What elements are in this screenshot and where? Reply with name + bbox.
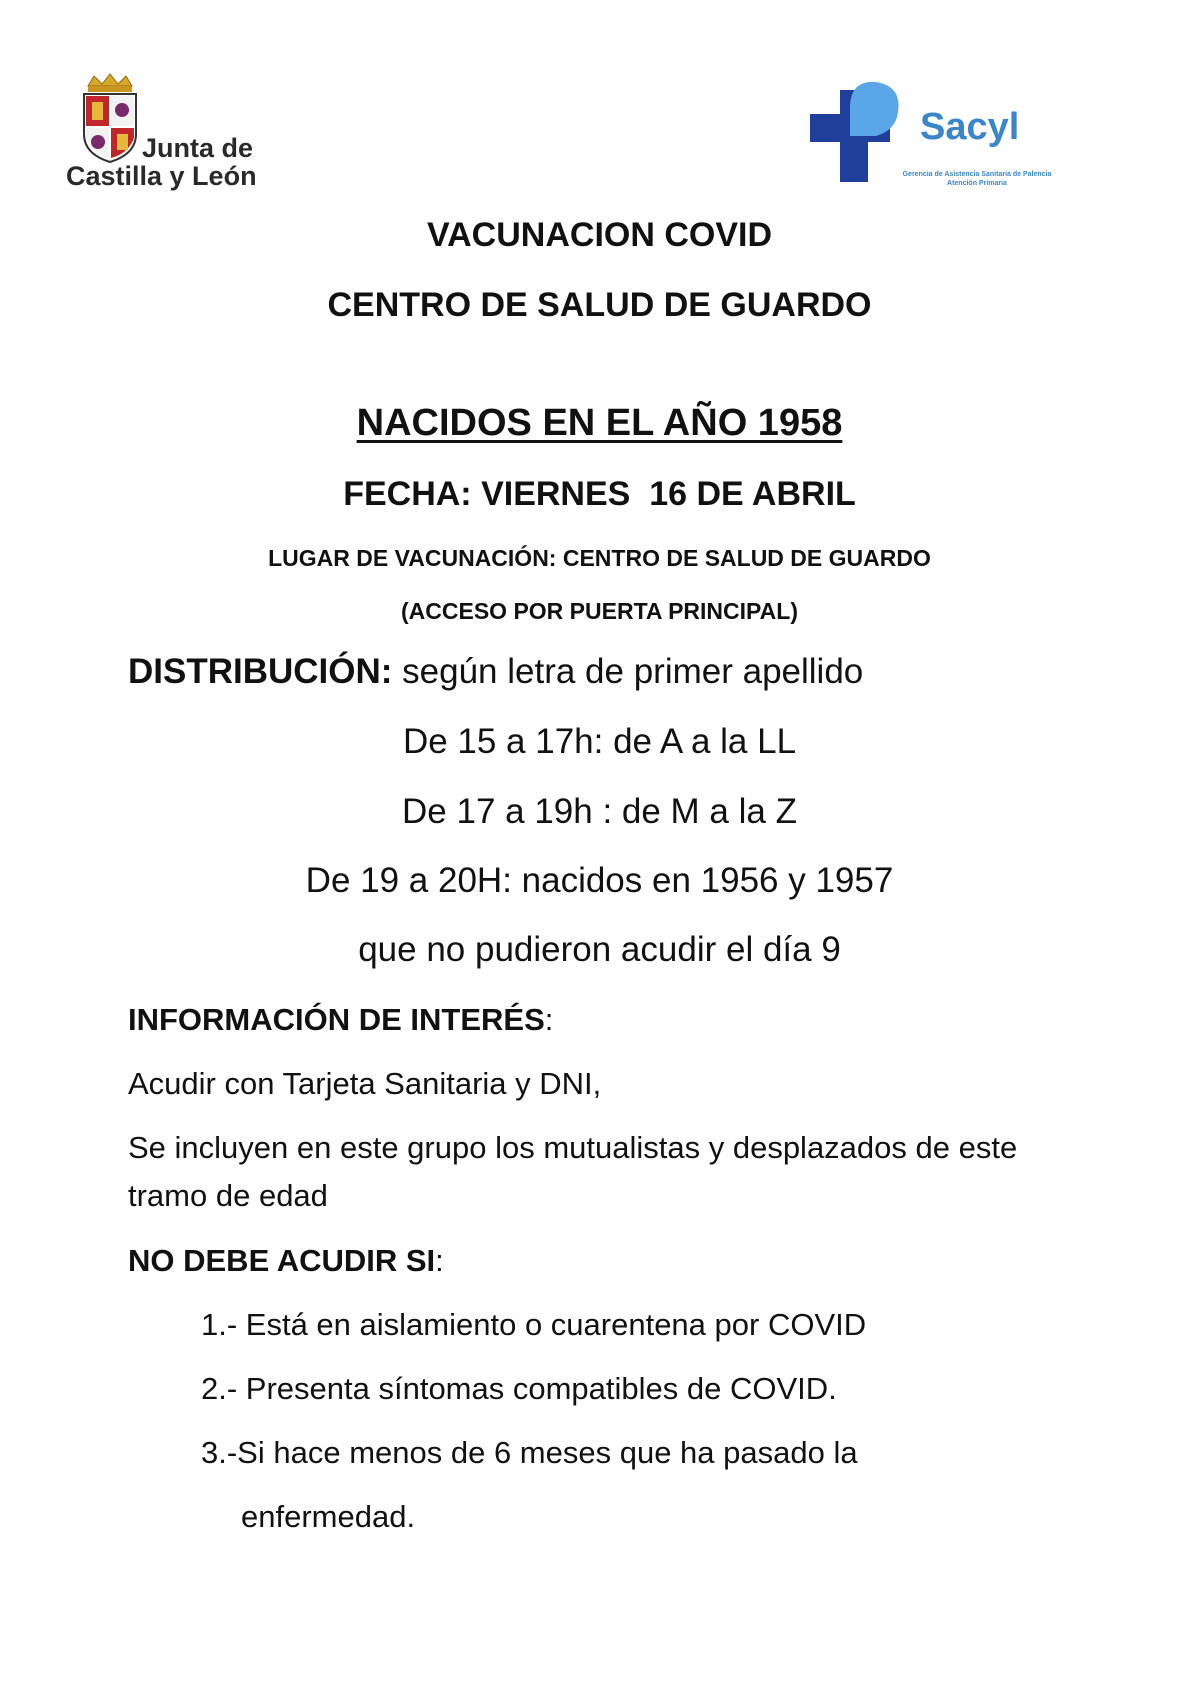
date-line (0, 475, 1199, 514)
info-heading (128, 1002, 553, 1038)
page-title: VACUNACION COVID (426, 216, 773, 254)
coat-of-arms-icon (80, 72, 150, 172)
warning-item: 1.- Está en aislamiento o cuarentena por COVID (201, 1307, 867, 1342)
warning-colon: : (435, 1243, 444, 1278)
junta-castilla-leon-logo (66, 72, 286, 202)
junta-logo-line2: Castilla y León (66, 161, 257, 191)
distribution-slot: De 17 a 19h : de M a la Z (402, 792, 797, 831)
distribution-text: según letra de primer apellido (392, 652, 864, 691)
distribution-slot: De 19 a 20H: nacidos en 1956 y 1957 (305, 861, 894, 900)
distribution-slot: De 15 a 17h: de A a la LL (402, 722, 797, 761)
sacyl-subtitle-line1: Gerencia de Asistencia Sanitaria de Palencia (902, 171, 1052, 178)
sacyl-name: Sacyl (920, 106, 1020, 148)
sacyl-subtitle-line2: Atención Primaria (947, 180, 1007, 187)
distribution-label: DISTRIBUCIÓN: (128, 652, 393, 691)
warning-label: NO DEBE ACUDIR SI (128, 1243, 436, 1278)
warning-item-cont: enfermedad. (241, 1499, 416, 1534)
info-line-group-cont: tramo de edad (128, 1178, 328, 1213)
info-colon: : (544, 1002, 554, 1037)
info-label: INFORMACIÓN DE INTERÉS (128, 1002, 545, 1037)
info-line-group: Se incluyen en este grupo los mutualistas y desplazados de este (128, 1130, 1018, 1165)
warning-item: 2.- Presenta síntomas compatibles de COVID. (201, 1371, 837, 1406)
born-year-heading (0, 402, 1199, 445)
distribution-slot: que no pudieron acudir el día 9 (358, 930, 841, 969)
access-line: (ACCESO POR PUERTA PRINCIPAL) (401, 598, 798, 624)
warning-item: 3.-Si hace menos de 6 meses que ha pasado la (201, 1435, 858, 1470)
date-text: FECHA: VIERNES 16 DE ABRIL (343, 475, 856, 513)
place-line: LUGAR DE VACUNACIÓN: CENTRO DE SALUD DE GUARDO (268, 545, 931, 571)
distribution-line (128, 652, 863, 692)
junta-logo-line1: Junta de (142, 133, 254, 163)
sacyl-logo (810, 80, 1050, 190)
warning-heading (128, 1243, 444, 1279)
page-subtitle: CENTRO DE SALUD DE GUARDO (327, 286, 872, 324)
info-line-card: Acudir con Tarjeta Sanitaria y DNI, (128, 1066, 602, 1101)
sacyl-subtitle (902, 170, 1052, 188)
born-year-text: NACIDOS EN EL AÑO 1958 (356, 402, 843, 444)
